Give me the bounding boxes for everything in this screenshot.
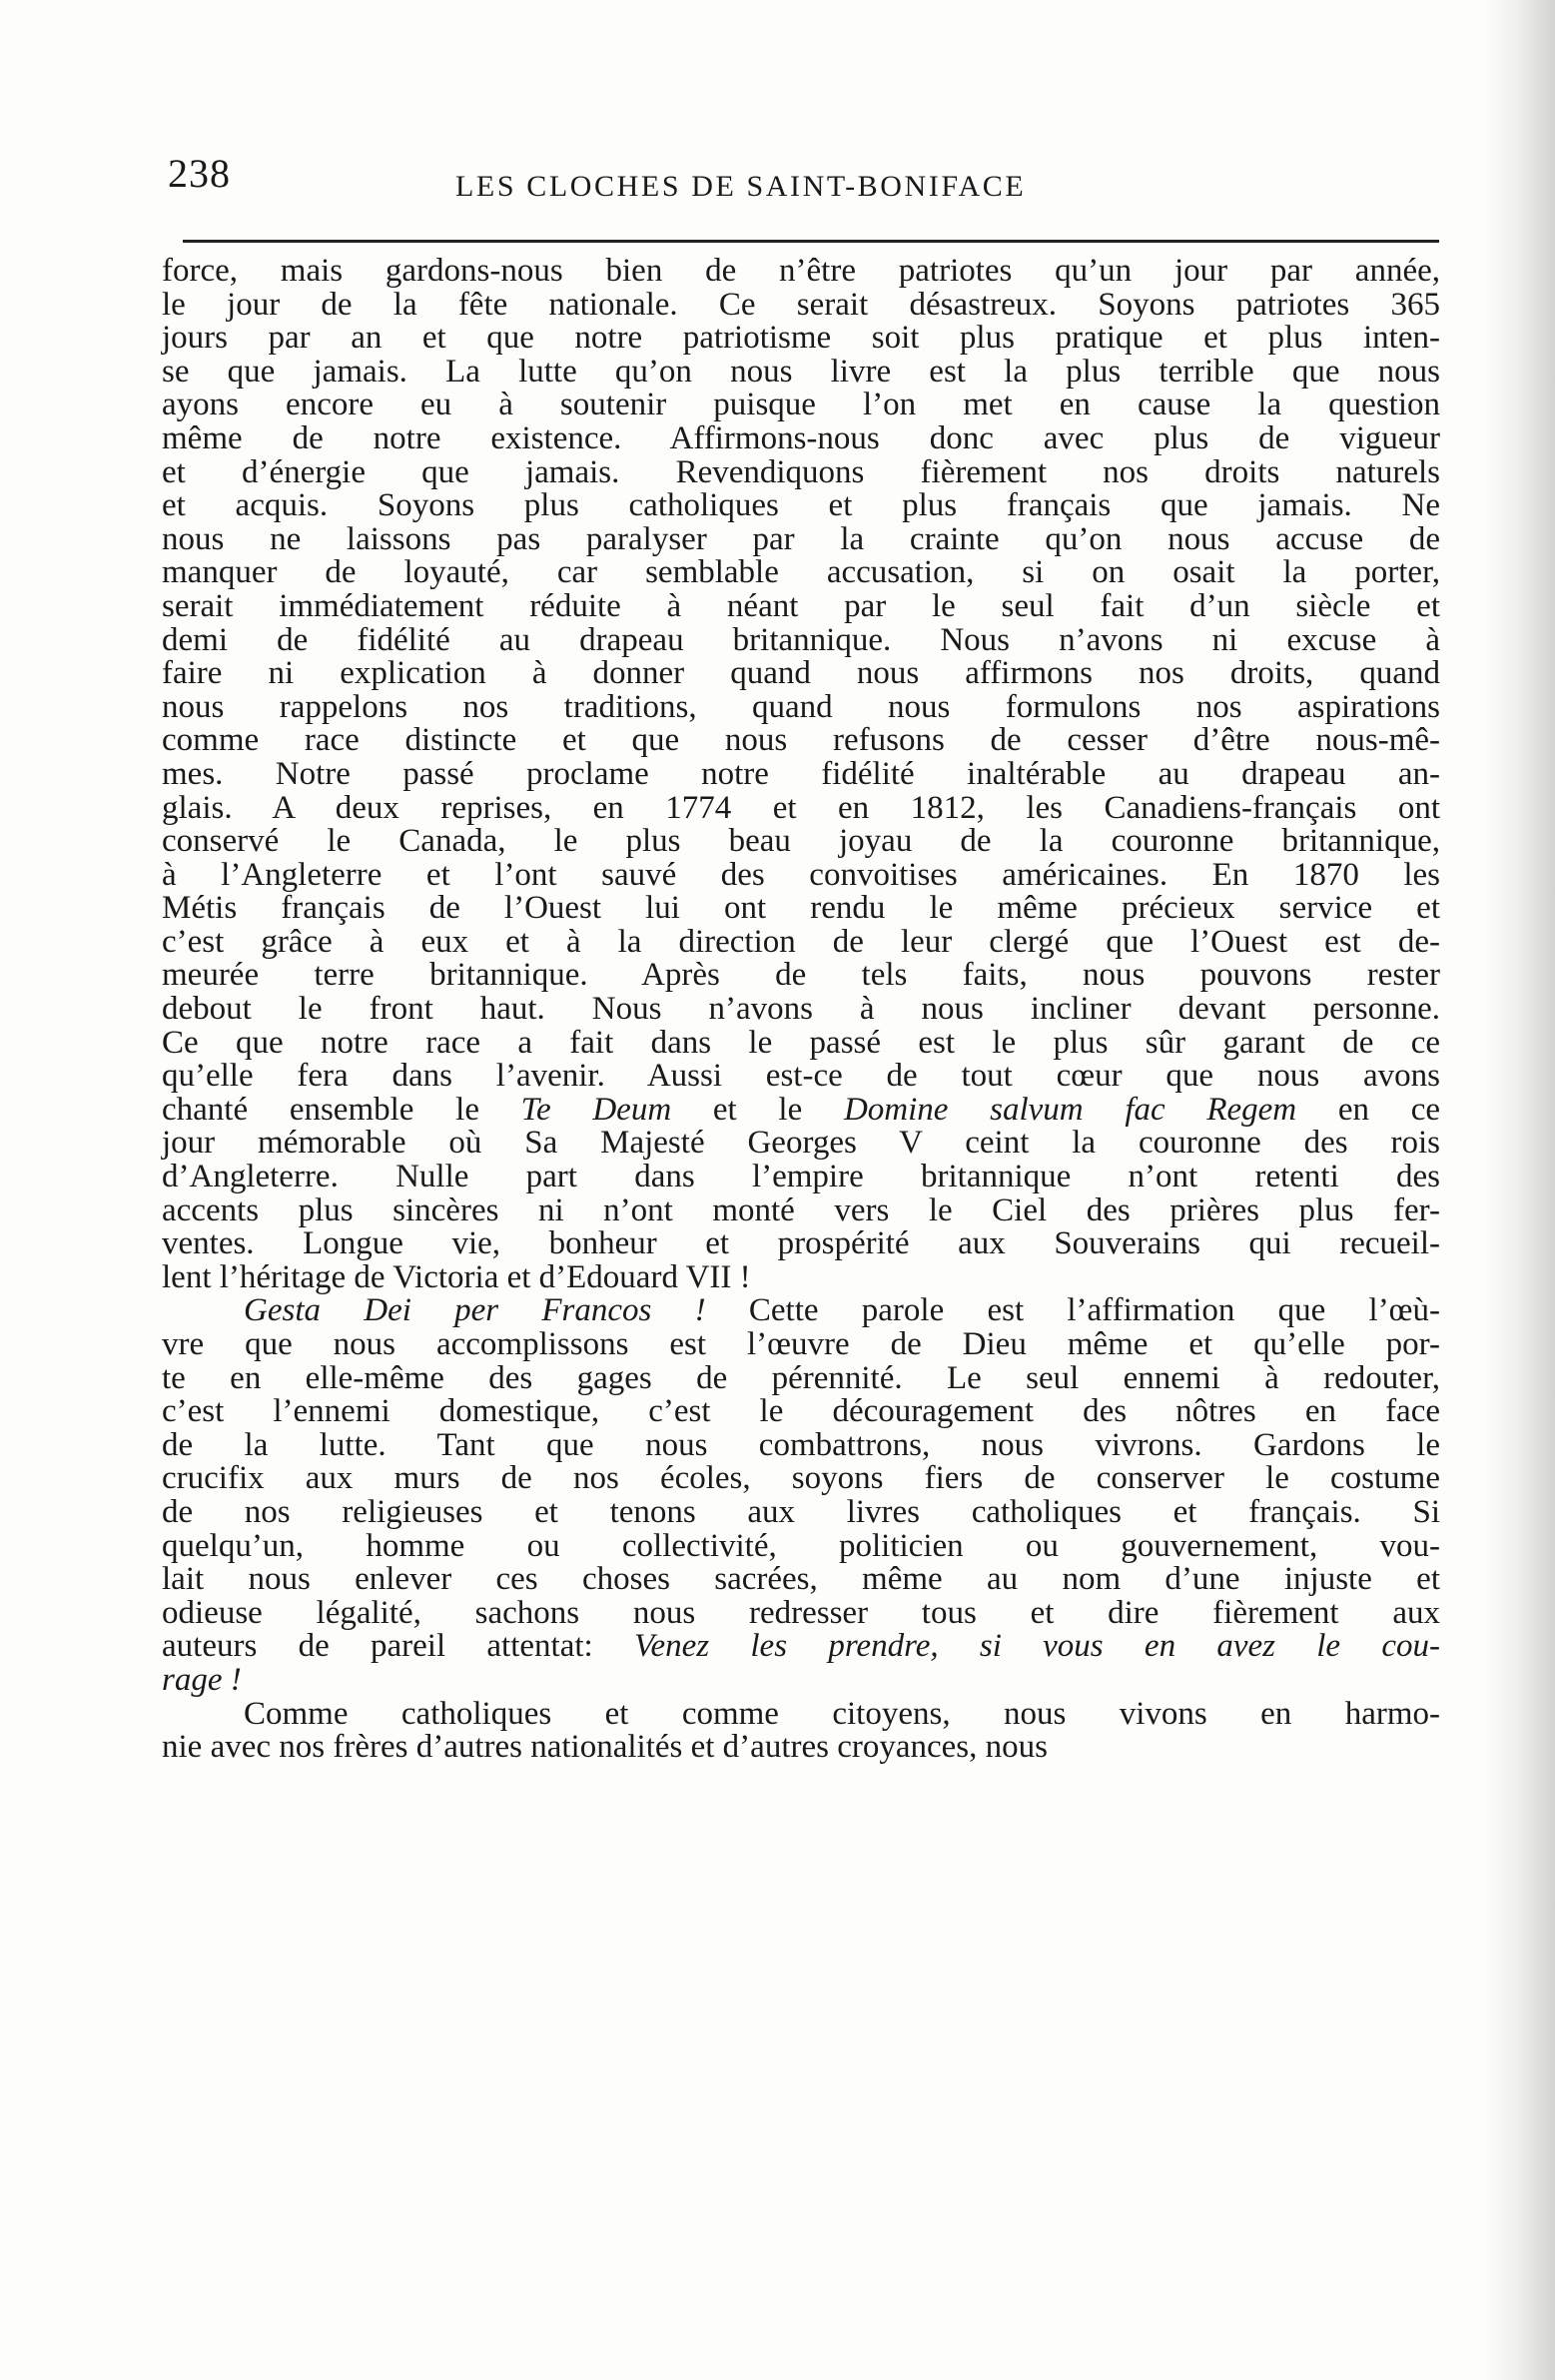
text-line: quelqu’un, homme ou collectivité, politicien ou gouvernement, vou- xyxy=(162,1527,1440,1564)
text-line: Ce que notre race a fait dans le passé est le plus sûr garant de ce xyxy=(162,1024,1440,1061)
text-line: c’est l’ennemi domestique, c’est le découragement des nôtres en face xyxy=(162,1393,1440,1430)
text-line: vre que nous accomplissons est l’œuvre de Dieu même et qu’elle por- xyxy=(162,1326,1440,1362)
text-line: jour mémorable où Sa Majesté Georges V ceint la couronne des rois xyxy=(162,1125,1440,1162)
text-line: Gesta Dei per Francos ! Cette parole est l’affirmation que l’œù- xyxy=(244,1292,1441,1329)
text-line: et acquis. Soyons plus catholiques et plus français que jamais. Ne xyxy=(162,487,1440,524)
text-line: même de notre existence. Affirmons-nous donc avec plus de vigueur xyxy=(162,419,1440,456)
text-line: mes. Notre passé proclame notre fidélité inaltérable au drapeau an- xyxy=(162,755,1440,792)
text-line: le jour de la fête nationale. Ce serait désastreux. Soyons patriotes 365 xyxy=(162,286,1440,323)
text-line: serait immédiatement réduite à néant par le seul fait d’un siècle et xyxy=(162,587,1440,624)
text-line: Métis français de l’Ouest lui ont rendu le même précieux service et xyxy=(162,890,1440,927)
header-rule xyxy=(183,240,1439,243)
text-line: force, mais gardons-nous bien de n’être patriotes qu’un jour par année, xyxy=(162,253,1440,289)
text-line: de nos religieuses et tenons aux livres catholiques et français. Si xyxy=(162,1493,1440,1530)
page-edge-shadow xyxy=(1485,0,1555,2380)
text-line: et d’énergie que jamais. Revendiquons fièrement nos droits naturels xyxy=(162,453,1440,490)
text-line: manquer de loyauté, car semblable accusation, si on osait la porter, xyxy=(162,554,1440,591)
paragraph xyxy=(162,1294,1440,1697)
text-line: à l’Angleterre et l’ont sauvé des convoitises américaines. En 1870 les xyxy=(162,856,1440,893)
text-line: conservé le Canada, le plus beau joyau de la couronne britannique, xyxy=(162,823,1440,860)
text-line: glais. A deux reprises, en 1774 et en 1812, les Canadiens-français ont xyxy=(162,789,1440,826)
text-line: demi de fidélité au drapeau britannique. Nous n’avons ni excuse à xyxy=(162,621,1440,658)
text-line: debout le front haut. Nous n’avons à nous incliner devant personne. xyxy=(162,991,1440,1028)
text-line: meurée terre britannique. Après de tels faits, nous pouvons rester xyxy=(162,957,1440,994)
text-line: rage ! xyxy=(162,1661,242,1698)
text-line: lait nous enlever ces choses sacrées, même au nom d’une injuste et xyxy=(162,1561,1440,1598)
body-text xyxy=(162,255,1440,1765)
text-line: nie avec nos frères d’autres nationalités et d’autres croyances, nous xyxy=(162,1729,1048,1766)
text-line: chanté ensemble le Te Deum et le Domine salvum fac Regem en ce xyxy=(162,1091,1440,1128)
page-header xyxy=(168,148,1438,218)
text-line: faire ni explication à donner quand nous affirmons nos droits, quand xyxy=(162,655,1440,692)
text-line: odieuse légalité, sachons nous redresser tous et dire fièrement aux xyxy=(162,1594,1440,1631)
text-line: ayons encore eu à soutenir puisque l’on met en cause la question xyxy=(162,387,1440,423)
text-line: comme race distincte et que nous refusons de cesser d’être nous-mê- xyxy=(162,722,1440,759)
text-line: crucifix aux murs de nos écoles, soyons fiers de conserver le costume xyxy=(162,1460,1440,1497)
paragraph xyxy=(162,255,1440,1294)
text-line: nous ne laissons pas paralyser par la crainte qu’on nous accuse de xyxy=(162,520,1440,557)
paragraph xyxy=(162,1695,1440,1766)
text-line: se que jamais. La lutte qu’on nous livre est la plus terrible que nous xyxy=(162,353,1440,390)
text-line: de la lutte. Tant que nous combattrons, nous vivrons. Gardons le xyxy=(162,1426,1440,1463)
text-line: nous rappelons nos traditions, quand nous formulons nos aspirations xyxy=(162,688,1440,725)
text-line: te en elle-même des gages de pérennité. Le seul ennemi à redouter, xyxy=(162,1359,1440,1396)
text-line: d’Angleterre. Nulle part dans l’empire britannique n’ont retenti des xyxy=(162,1159,1440,1195)
text-line: c’est grâce à eux et à la direction de leur clergé que l’Ouest est de- xyxy=(162,923,1440,960)
running-title: LES CLOCHES DE SAINT-BONIFACE xyxy=(455,170,1027,203)
text-line: ventes. Longue vie, bonheur et prospérité aux Souverains qui recueil- xyxy=(162,1225,1440,1262)
text-line: jours par an et que notre patriotisme soit plus pratique et plus inten- xyxy=(162,320,1440,357)
text-line: qu’elle fera dans l’avenir. Aussi est-ce de tout cœur que nous avons xyxy=(162,1058,1440,1095)
text-line: lent l’héritage de Victoria et d’Edouard VII ! xyxy=(162,1258,751,1295)
text-line: auteurs de pareil attentat: Venez les prendre, si vous en avez le cou- xyxy=(162,1628,1440,1665)
text-line: accents plus sincères ni n’ont monté vers le Ciel des prières plus fer- xyxy=(162,1191,1440,1228)
text-line: Comme catholiques et comme citoyens, nous vivons en harmo- xyxy=(244,1695,1440,1732)
page-number: 238 xyxy=(168,151,231,196)
